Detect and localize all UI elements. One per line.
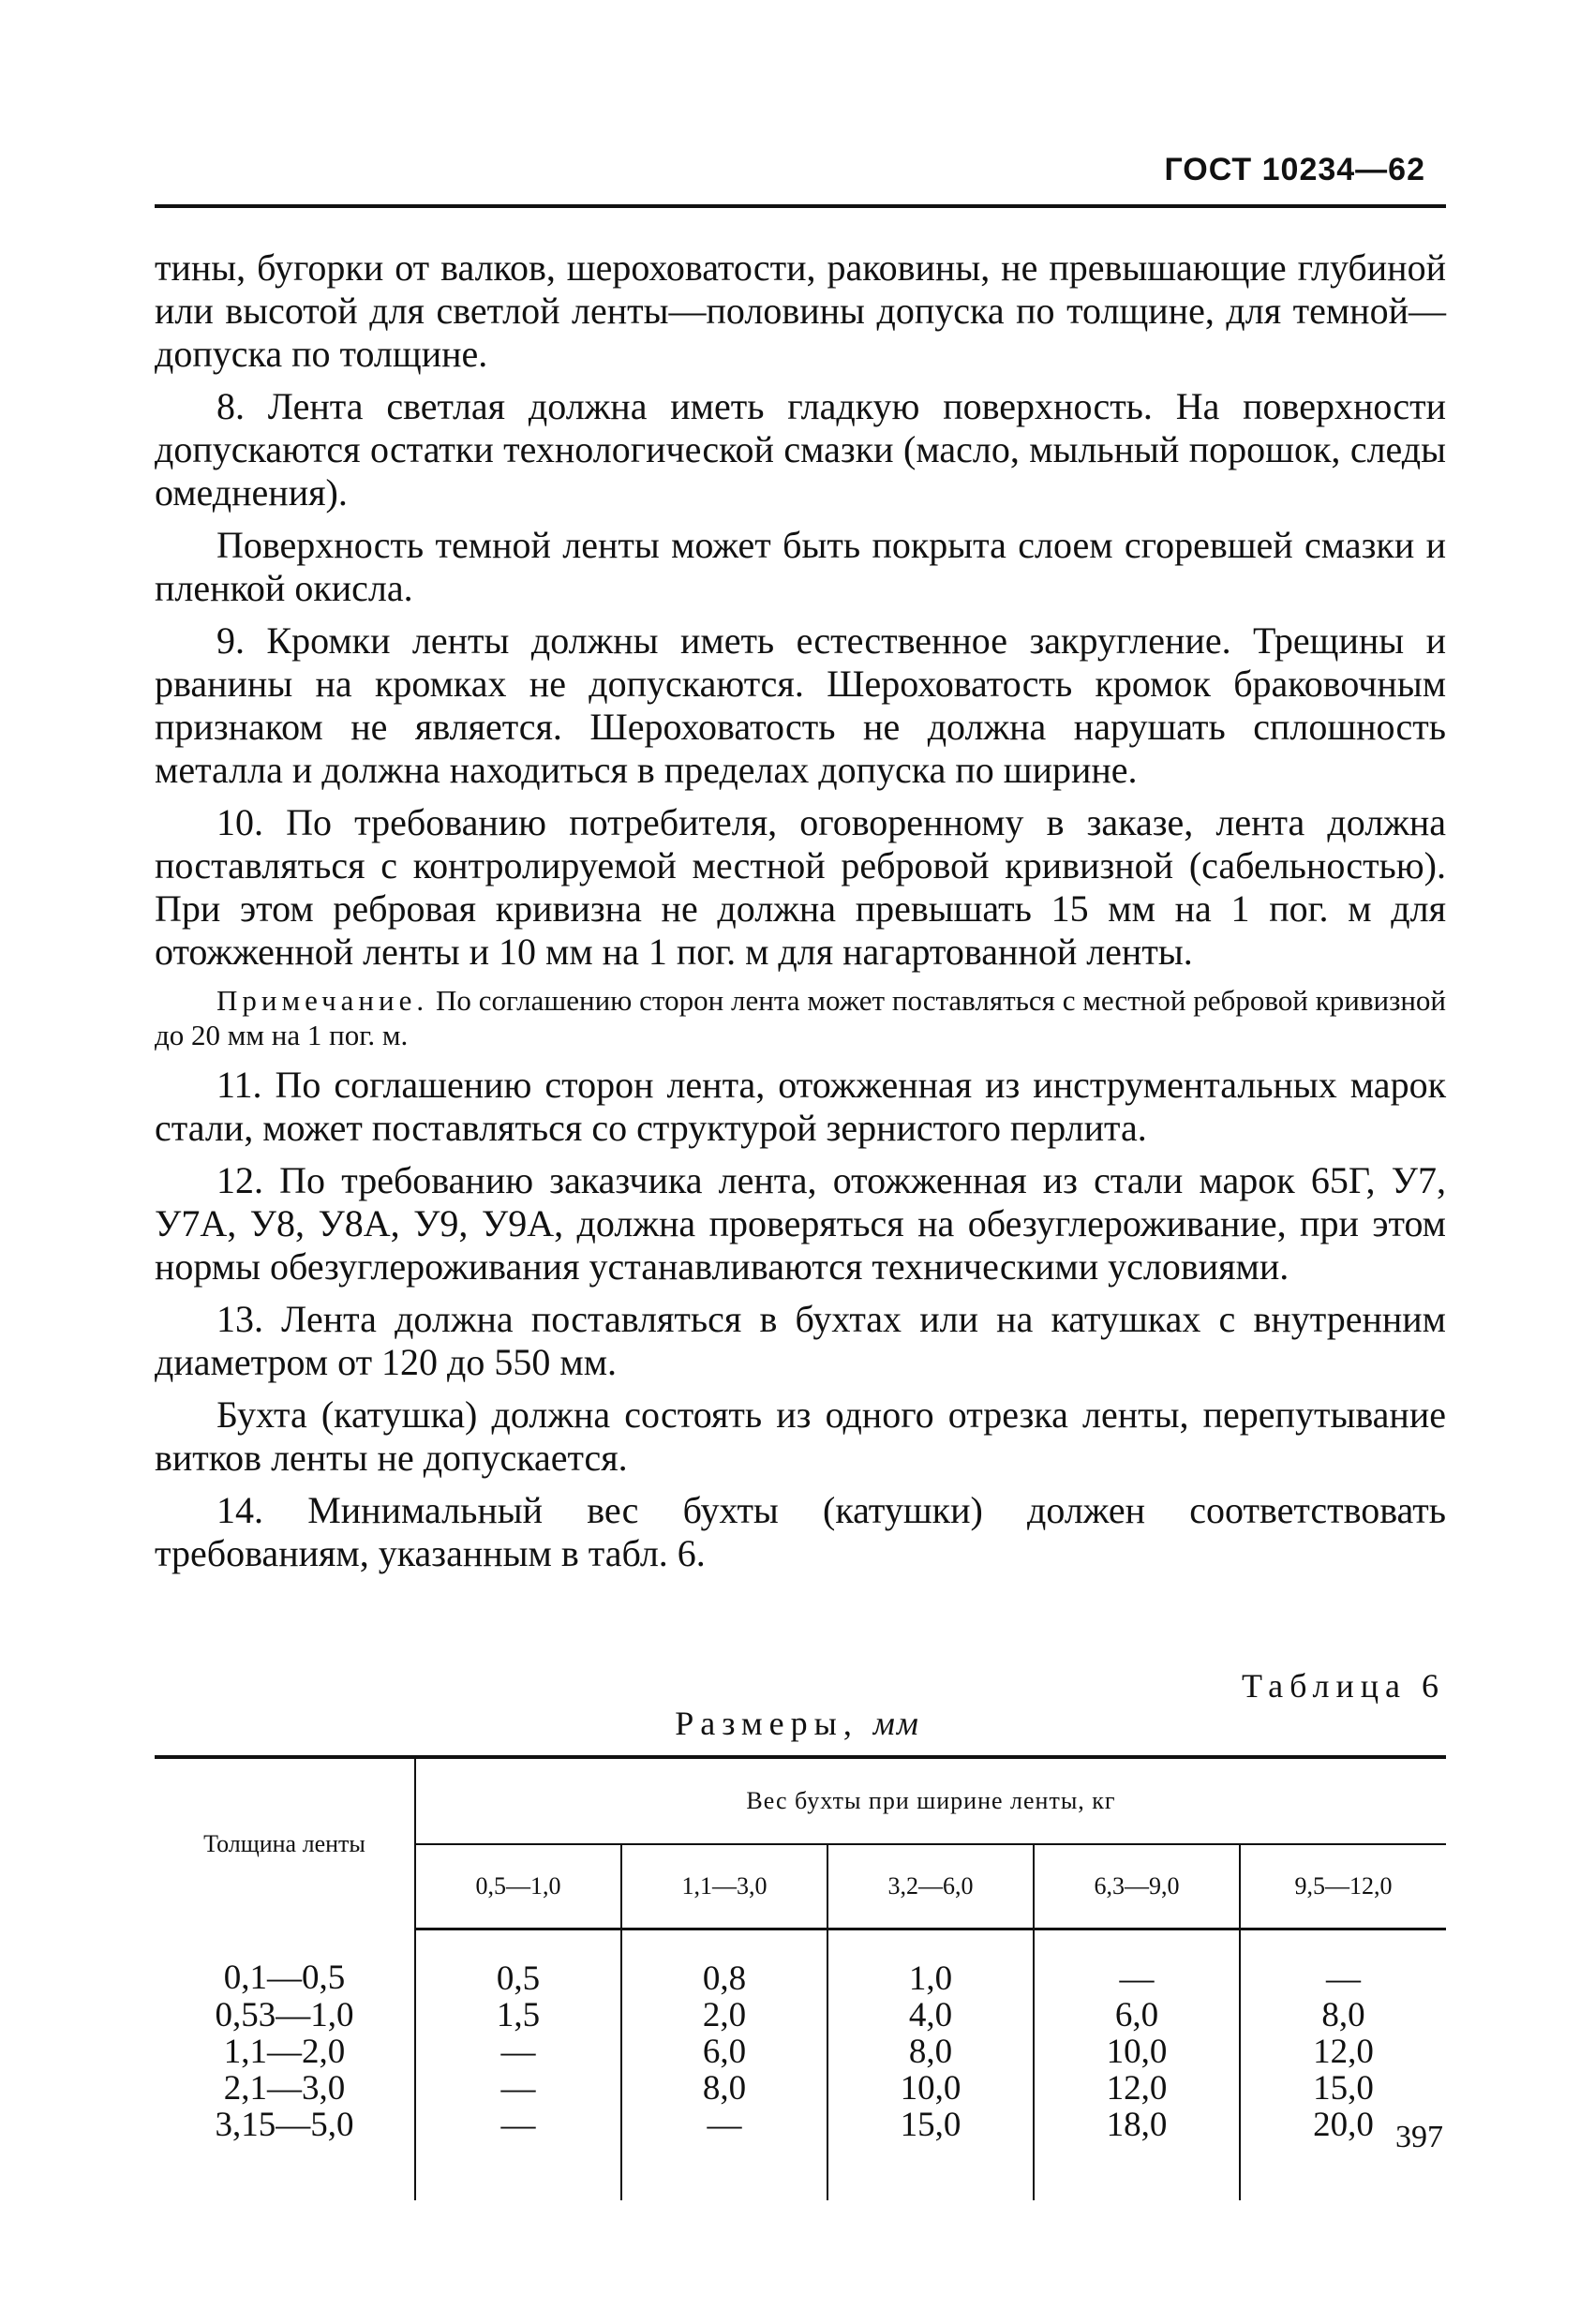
paragraph-13: 13. Лента должна поставляться в бухтах или на катушках с внутренним диаметром от 120 до 550 мм. — [155, 1298, 1446, 1383]
table-cell: — — [1034, 1929, 1240, 1998]
note-label: Примечание. — [216, 984, 429, 1017]
table-row — [155, 1929, 1446, 1998]
table-cell: 10,0 — [1034, 2034, 1240, 2070]
paragraph-8-dark-surface: Поверхность темной ленты может быть покрыта слоем сгоревшей смазки и пленкой окисла. — [155, 524, 1446, 609]
table-cell: — — [415, 2034, 621, 2070]
table-cell: 15,0 — [1240, 2070, 1446, 2107]
page-number: 397 — [1395, 2120, 1443, 2154]
note-text: По соглашению сторон лента может поставляться с местной ребровой кривизной до 20 мм на 1 пог. м. — [155, 984, 1446, 1051]
table-cell: 1,5 — [415, 1997, 621, 2034]
width-header: 1,1—3,0 — [621, 1844, 827, 1929]
table-row — [155, 2070, 1446, 2107]
standard-code: ГОСТ 10234—62 — [1164, 152, 1425, 187]
table-cell: 6,0 — [621, 2034, 827, 2070]
paragraph-10: 10. По требованию потребителя, оговоренному в заказе, лента должна поставляться с контролируемой местной ребровой кривизной (сабельностью). При этом ребровая кривизна не должна превышать 15 мм на 1 пог. м для отожженной ленты и 10 мм на 1 пог. м для нагартованной ленты. — [155, 801, 1446, 973]
table-cell: — — [1240, 1929, 1446, 1998]
paragraph-14: 14. Минимальный вес бухты (катушки) должен соответствовать требованиям, указанным в табл. 6. — [155, 1489, 1446, 1574]
table-cell: 15,0 — [827, 2107, 1034, 2200]
table-caption-unit: мм — [872, 1705, 920, 1742]
table-row — [155, 1997, 1446, 2034]
page-header — [155, 150, 1446, 208]
table-cell: — — [621, 2107, 827, 2200]
paragraph-12: 12. По требованию заказчика лента, отожженная из стали марок 65Г, У7, У7А, У8, У8А, У9, У9А, должна проверяться на обезуглероживание, при этом нормы обезуглероживания устанавливаются техническими условиями. — [155, 1159, 1446, 1288]
width-header: 9,5—12,0 — [1240, 1844, 1446, 1929]
table-cell: — — [415, 2107, 621, 2200]
paragraph-9: 9. Кромки ленты должны иметь естественное закругление. Трещины и рванины на кромках не допускаются. Шероховатость кромок браковочным признаком не является. Шероховатость не должна нарушать сплошность металла и должна находиться в пределах допуска по ширине. — [155, 619, 1446, 791]
table-caption — [0, 1704, 1595, 1743]
table — [155, 1755, 1446, 2200]
width-header: 0,5—1,0 — [415, 1844, 621, 1929]
table-cell: 0,5 — [415, 1929, 621, 1998]
paragraph-13-coil: Бухта (катушка) должна состоять из одного отрезка ленты, перепутывание витков ленты не допускается. — [155, 1393, 1446, 1479]
table-cell: 8,0 — [621, 2070, 827, 2107]
table-cell: 2,1—3,0 — [223, 2069, 346, 2108]
weight-group-header: Вес бухты при ширине ленты, кг — [415, 1757, 1446, 1844]
table-cell: 8,0 — [827, 2034, 1034, 2070]
table-cell: 20,0 — [1240, 2107, 1446, 2200]
table-cell: — — [415, 2070, 621, 2107]
table-cell: 1,0 — [827, 1929, 1034, 1998]
coil-weight-table — [155, 1755, 1446, 2200]
table-cell: 10,0 — [827, 2070, 1034, 2107]
paragraph-8: 8. Лента светлая должна иметь гладкую поверхность. На поверхности допускаются остатки технологической смазки (масло, мыльный порошок, следы омеднения). — [155, 385, 1446, 514]
paragraph-11: 11. По соглашению сторон лента, отожженная из инструментальных марок стали, может поставляться со структурой зернистого перлита. — [155, 1064, 1446, 1149]
table-cell: 18,0 — [1034, 2107, 1240, 2200]
note — [155, 983, 1446, 1052]
table-cell: 0,53—1,0 — [215, 1996, 354, 2034]
body-text — [155, 246, 1446, 1585]
width-header: 6,3—9,0 — [1034, 1844, 1240, 1929]
table-caption-text: Размеры, — [675, 1705, 858, 1742]
table-cell: 8,0 — [1240, 1997, 1446, 2034]
thickness-header: Толщина ленты — [155, 1757, 415, 1929]
table-cell: 0,8 — [621, 1929, 827, 1998]
width-header: 3,2—6,0 — [827, 1844, 1034, 1929]
table-cell: 2,0 — [621, 1997, 827, 2034]
table-cell: 1,1—2,0 — [223, 2033, 346, 2071]
table-cell: 12,0 — [1240, 2034, 1446, 2070]
table-cell: 3,15—5,0 — [215, 2106, 354, 2144]
table-cell: 4,0 — [827, 1997, 1034, 2034]
table-cell: 12,0 — [1034, 2070, 1240, 2107]
paragraph-continuation: тины, бугорки от валков, шероховатости, раковины, не превышающие глубиной или высотой для светлой ленты—половины допуска по толщине, для темной—допуска по толщине. — [155, 246, 1446, 375]
table-cell: 0,1—0,5 — [223, 1958, 346, 1997]
table-cell: 6,0 — [1034, 1997, 1240, 2034]
table-row — [155, 2034, 1446, 2070]
table-row — [155, 2107, 1446, 2200]
table-label: Таблица 6 — [1242, 1667, 1445, 1705]
